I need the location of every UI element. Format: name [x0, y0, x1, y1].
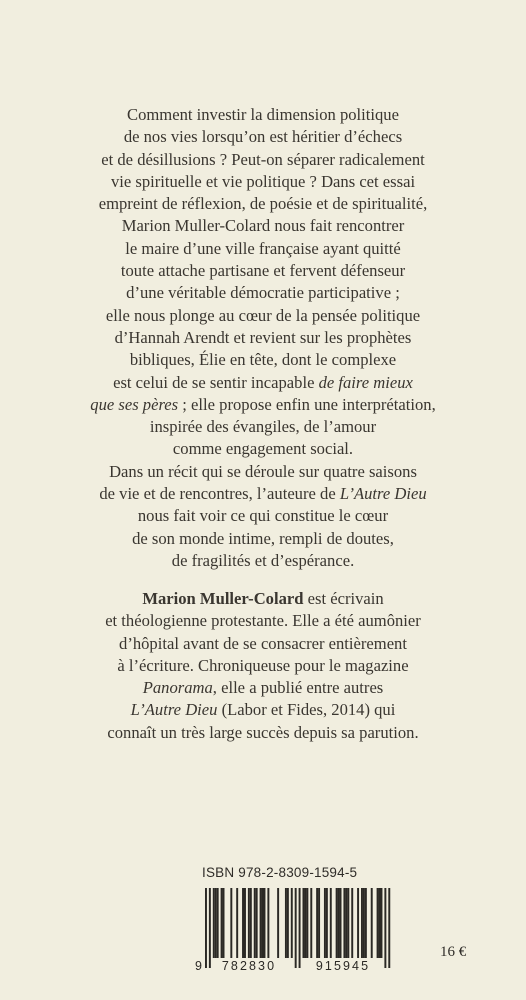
blurb-line: de nos vies lorsqu’on est héritier d’échecs	[123, 127, 403, 147]
blurb-line: Marion Muller-Colard nous fait rencontrer	[121, 216, 405, 236]
magazine-title-italic: Panorama	[142, 678, 213, 698]
book-blurb	[0, 104, 526, 572]
barcode-bar	[384, 888, 386, 968]
barcode-bar	[357, 888, 359, 958]
barcode-bar	[230, 888, 232, 958]
barcode-bar	[244, 888, 246, 958]
bio-line	[0, 699, 526, 721]
barcode-bar	[256, 888, 258, 958]
blurb-line	[0, 483, 526, 505]
blurb-text: est celui de se sentir incapable	[113, 372, 319, 392]
barcode-bar	[295, 888, 297, 968]
barcode-bar	[213, 888, 215, 958]
barcode-bar	[336, 888, 338, 958]
barcode-bar	[254, 888, 256, 958]
bio-text: , elle a publié entre autres	[212, 678, 384, 698]
barcode-bar	[223, 888, 225, 958]
blurb-line: elle nous plonge au cœur de la pensée politique	[105, 305, 421, 325]
barcode-right-digits: 915945	[315, 959, 371, 973]
blurb-line: de fragilités et d’espérance.	[171, 550, 355, 570]
barcode-bar	[381, 888, 383, 958]
author-name: Marion Muller-Colard	[142, 589, 304, 608]
author-bio	[0, 588, 526, 744]
barcode-bar	[205, 888, 207, 968]
blurb-italic-text: de faire mieux	[318, 372, 413, 392]
bio-text: est écrivain	[303, 589, 384, 608]
barcode-bar	[250, 888, 252, 958]
barcode-bar	[267, 888, 269, 958]
blurb-line: empreint de réflexion, de poésie et de spiritualité,	[98, 194, 428, 214]
blurb-line: de son monde intime, rempli de doutes,	[132, 528, 394, 548]
blurb-line: vie spirituelle et vie politique ? Dans cet essai	[110, 171, 416, 191]
barcode-bar	[310, 888, 312, 958]
blurb-line: inspirée des évangiles, de l’amour	[149, 417, 377, 437]
barcode-bar	[371, 888, 373, 958]
blurb-line: Dans un récit qui se déroule sur quatre saisons	[109, 461, 417, 481]
blurb-line: comme engagement social.	[172, 439, 354, 459]
barcode-bar	[248, 888, 250, 958]
barcode-bar	[260, 888, 262, 958]
barcode-bar	[277, 888, 279, 958]
barcode-bar	[330, 888, 332, 958]
barcode-bar	[324, 888, 326, 958]
blurb-line: nous fait voir ce qui constitue le cœur	[137, 506, 389, 526]
barcode-bar	[242, 888, 244, 958]
blurb-line: bibliques, Élie en tête, dont le complexe	[129, 350, 397, 370]
bio-line: à l’écriture. Chroniqueuse pour le magazine	[117, 655, 409, 675]
barcode-bar	[262, 888, 264, 958]
barcode-bar	[326, 888, 328, 958]
blurb-text: ; elle propose enfin une interprétation,	[178, 394, 436, 414]
bio-line	[0, 588, 526, 610]
blurb-line: toute attache partisane et fervent défenseur	[120, 261, 406, 281]
barcode-bar	[388, 888, 390, 968]
barcode-bar	[316, 888, 318, 958]
barcode-bar	[217, 888, 219, 958]
blurb-line	[0, 394, 526, 416]
barcode-bar	[351, 888, 353, 958]
barcode-bar	[304, 888, 306, 958]
barcode-bar	[379, 888, 381, 958]
blurb-line: le maire d’une ville française ayant quitté	[125, 238, 401, 258]
barcode-bar	[264, 888, 266, 958]
blurb-line	[0, 372, 526, 394]
price-label: 16 €	[440, 944, 467, 960]
barcode-bar	[299, 888, 301, 968]
barcode-bar	[285, 888, 287, 958]
blurb-text: de vie et de rencontres, l’auteure de	[99, 484, 340, 504]
barcode-bar	[361, 888, 363, 958]
bio-line: et théologienne protestante. Elle a été aumônier	[105, 611, 421, 631]
barcode-bar	[343, 888, 345, 958]
barcode-bar	[377, 888, 379, 958]
blurb-line: d’une véritable démocratie participative ;	[126, 283, 400, 303]
book-title-italic: L’Autre Dieu	[339, 484, 427, 504]
barcode-bar	[363, 888, 365, 958]
blurb-line: Comment investir la dimension politique	[127, 105, 399, 124]
book-title-italic: L’Autre Dieu	[130, 700, 218, 720]
barcode-left-digits: 782830	[221, 959, 277, 973]
barcode-bar	[345, 888, 347, 958]
barcode-bar	[236, 888, 238, 958]
barcode-bar	[209, 888, 211, 968]
bio-text: (Labor et Fides, 2014) qui	[217, 700, 396, 720]
bio-line: connaît un très large succès depuis sa parution.	[107, 722, 419, 742]
barcode-bar	[306, 888, 308, 958]
barcode-bar	[340, 888, 342, 958]
bio-line	[0, 677, 526, 699]
barcode-bar	[287, 888, 289, 958]
barcode-bar	[303, 888, 305, 958]
barcode-bar	[347, 888, 349, 958]
barcode-bar	[318, 888, 320, 958]
bio-line: d’hôpital avant de se consacrer entièrement	[119, 633, 407, 653]
barcode-bar	[365, 888, 367, 958]
isbn-label: ISBN 978-2-8309-1594-5	[202, 865, 358, 880]
barcode-bar	[221, 888, 223, 958]
blurb-line: d’Hannah Arendt et revient sur les prophètes	[114, 327, 412, 347]
blurb-italic-text: que ses pères	[90, 394, 179, 414]
barcode-bar	[338, 888, 340, 958]
barcode-first-digit: 9	[195, 959, 202, 973]
barcode	[193, 884, 399, 974]
blurb-line: et de désillusions ? Peut-on séparer radicalement	[101, 149, 425, 169]
barcode-bar	[291, 888, 293, 958]
barcode-bar	[215, 888, 217, 958]
